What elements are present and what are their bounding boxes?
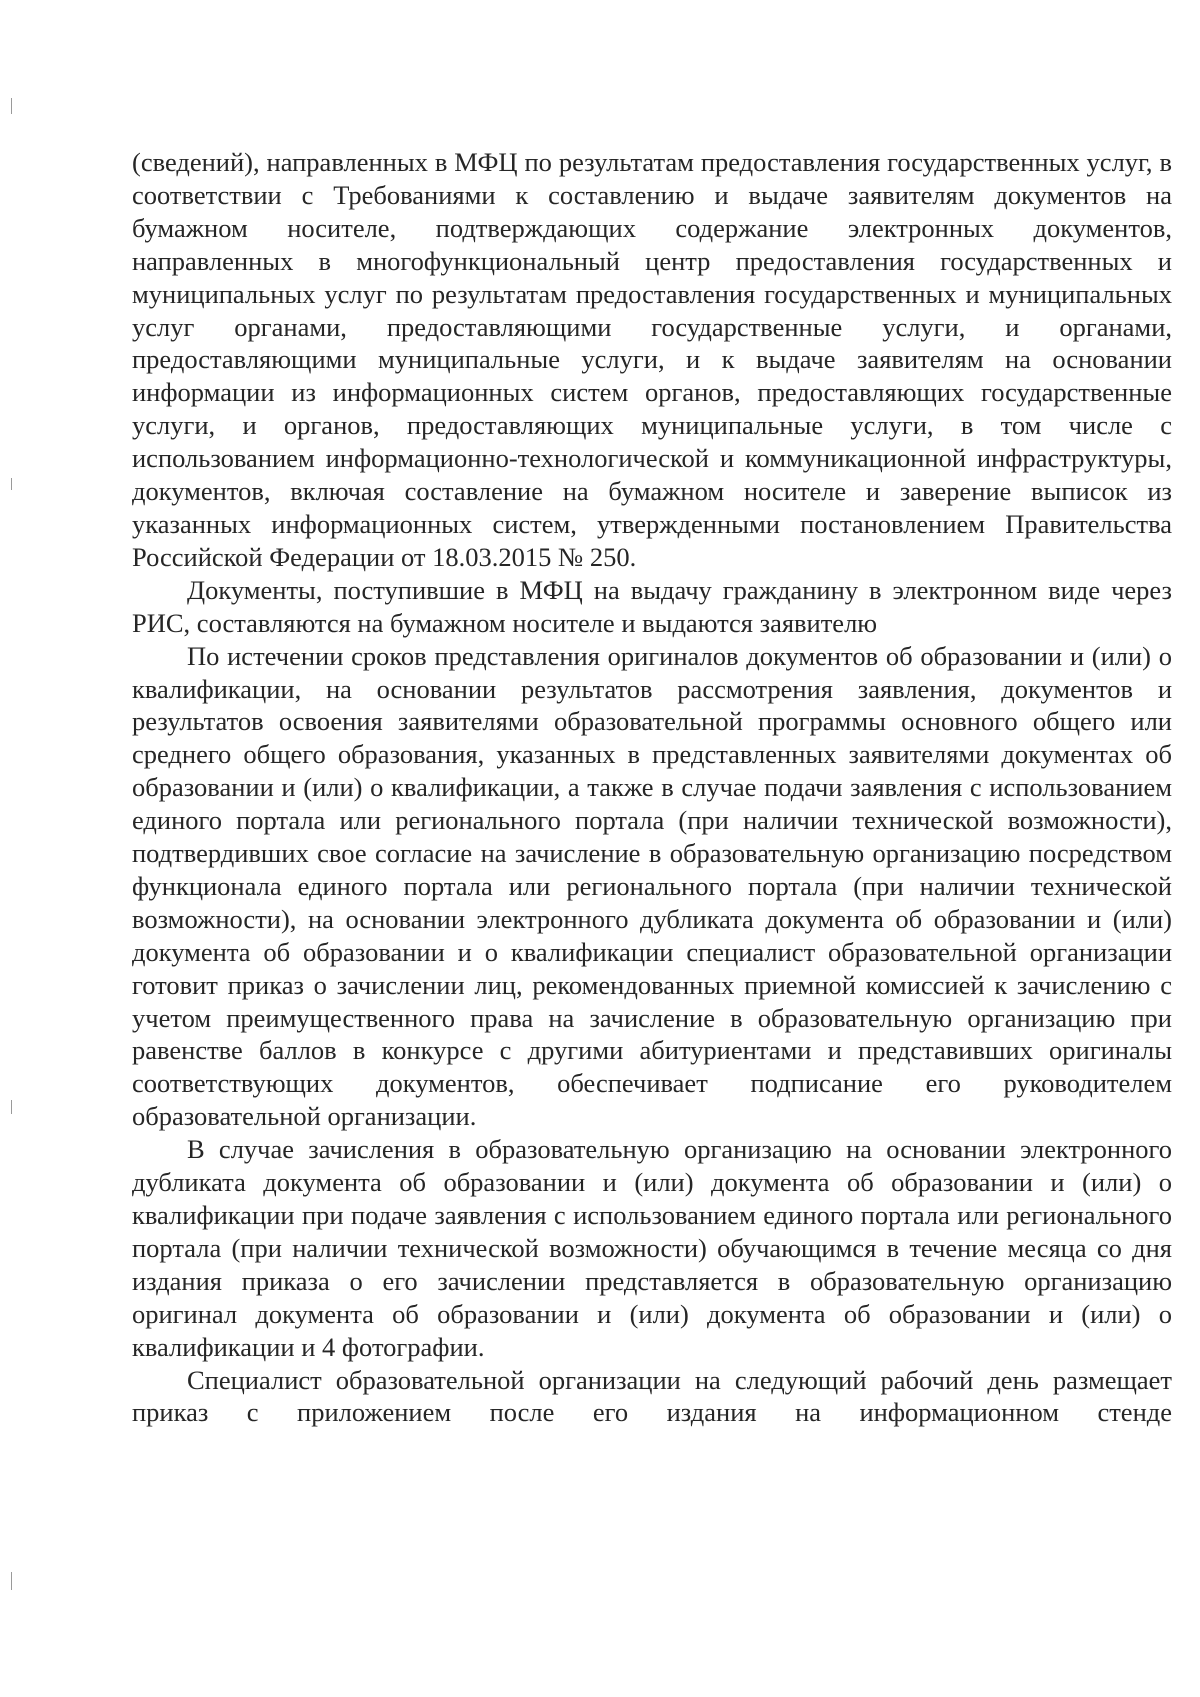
- scan-margin-mark: [11, 1100, 12, 1114]
- paragraph-enrollment-order: По истечении сроков представления оригиналов документов об образовании и (или) о квалификации, на основании результатов рассмотрения заявления, документов и результатов освоения заявителями образовательной программы основного общего или среднего общего образования, указанных в представленных заявителями документах об образовании и (или) о квалификации, а также в случае подачи заявления с использованием единого портала или регионального портала (при наличии технической возможности), подтвердивших свое согласие на зачисление в образовательную организацию посредством функционала единого портала или регионального портала (при наличии технической возможности), на основании электронного дубликата документа об образовании и (или) документа об образовании и о квалификации специалист образовательной организации готовит приказ о зачислении лиц, рекомендованных приемной комиссией к зачислению с учетом преимущественного права на зачисление в образовательную организацию при равенстве баллов в конкурсе с другими абитуриентами и представивших оригиналы соответствующих документов, обеспечивает подписание его руководителем образовательной организации.: [132, 640, 1172, 1132]
- paragraph-mfc-documents: Документы, поступившие в МФЦ на выдачу гражданину в электронном виде через РИС, составляются на бумажном носителе и выдаются заявителю: [132, 574, 1172, 638]
- paragraph-continuation: (сведений), направленных в МФЦ по результатам предоставления государственных услуг, в соответствии с Требованиями к составлению и выдаче заявителям документов на бумажном носителе, подтверждающих содержание электронных документов, направленных в многофункциональный центр предоставления государственных и муниципальных услуг по результатам предоставления государственных и муниципальных услуг органами, предоставляющими государственные услуги, и органами, предоставляющими муниципальные услуги, и к выдаче заявителям на основании информации из информационных систем органов, предоставляющих государственные услуги, и органов, предоставляющих муниципальные услуги, в том числе с использованием информационно-технологической и коммуникационной инфраструктуры, документов, включая составление на бумажном носителе и заверение выписок из указанных информационных систем, утвержденными постановлением Правительства Российской Федерации от 18.03.2015 № 250.: [132, 147, 1172, 572]
- scan-margin-mark: [11, 1572, 12, 1590]
- document-body: [132, 146, 1172, 1429]
- scan-margin-mark: [11, 478, 12, 490]
- paragraph-order-publication: Специалист образовательной организации на следующий рабочий день размещает приказ с приложением после его издания на информационном стенде: [132, 1364, 1172, 1428]
- scan-margin-mark: [11, 98, 12, 114]
- paragraph-electronic-duplicate: В случае зачисления в образовательную организацию на основании электронного дубликата документа об образовании и (или) документа об образовании и (или) о квалификации при подаче заявления с использованием единого портала или регионального портала (при наличии технической возможности) обучающимся в течение месяца со дня издания приказа о его зачислении представляется в образовательную организацию оригинал документа об образовании и (или) документа об образовании и (или) о квалификации и 4 фотографии.: [132, 1134, 1172, 1362]
